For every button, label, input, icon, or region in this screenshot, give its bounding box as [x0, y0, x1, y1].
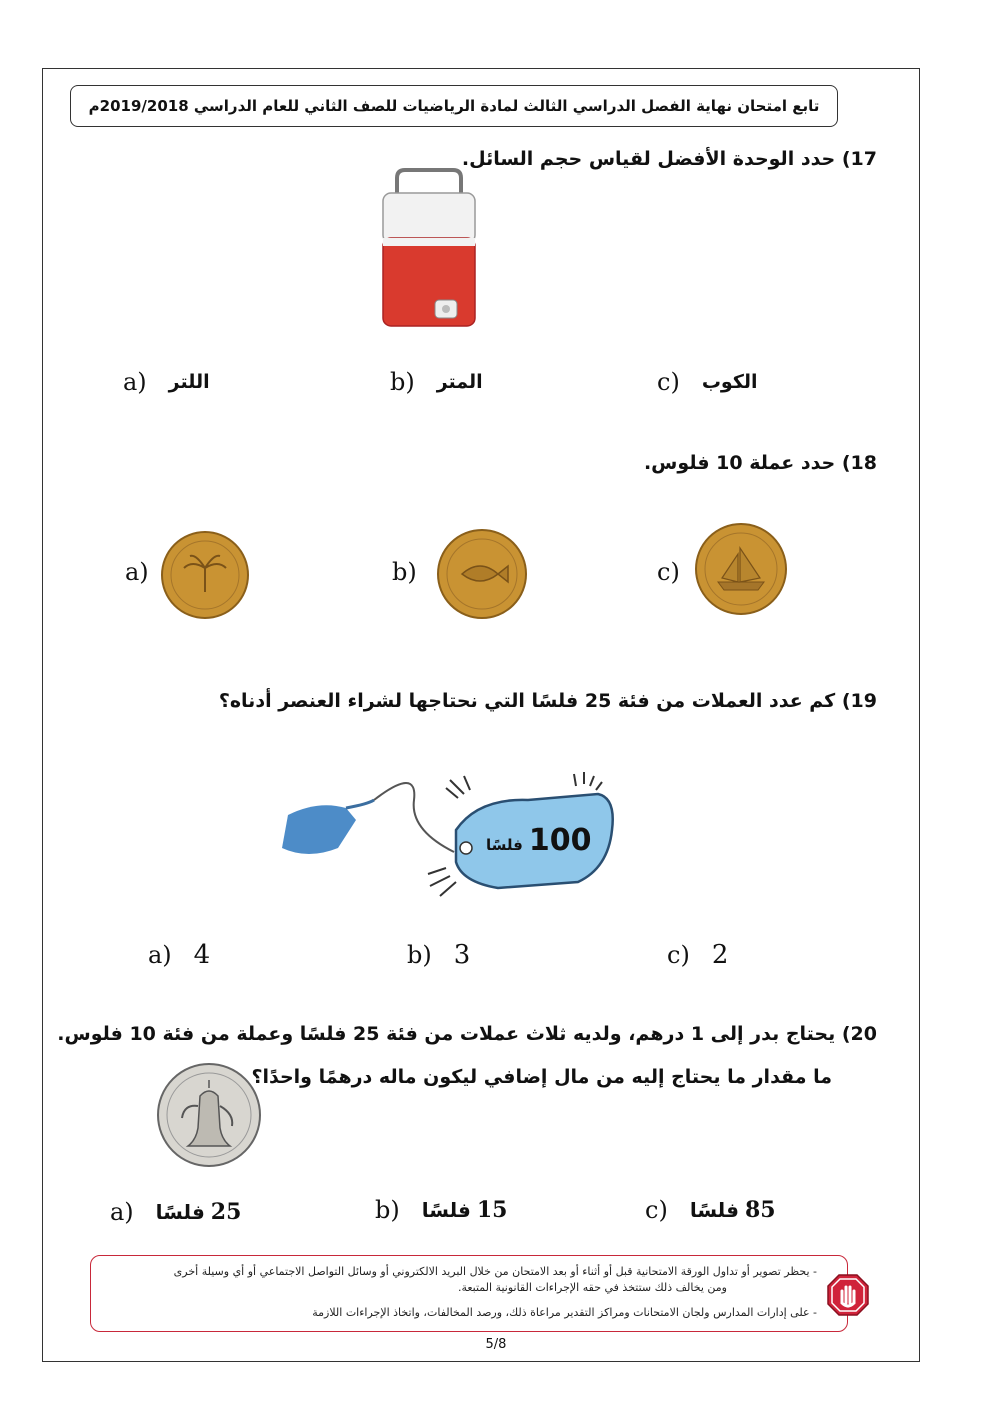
- question-19-text: 19) كم عدد العملات من فئة 25 فلسًا التي نحتاجها لشراء العنصر أدناه؟: [218, 690, 877, 712]
- question-20-text: 20) يحتاج بدر إلى 1 درهم، ولديه ثلاث عملات من فئة 25 فلسًا وعملة من فئة 10 فلوس.: [57, 1023, 877, 1045]
- q19-option-a[interactable]: a) 4: [148, 940, 211, 970]
- coin-fish-image: [436, 528, 528, 620]
- notice-line-2: ومن يخالف ذلك ستتخذ في حقه الإجراءات القانونية المتبعة.: [457, 1281, 727, 1294]
- q20-option-b[interactable]: b) 15 فلسًا: [375, 1196, 508, 1224]
- q17-option-c[interactable]: c) الكوب: [657, 368, 758, 396]
- notice-line-1: - يحظر تصوير أو تداول الورقة الامتحانية قبل أو أثناء أو بعد الامتحان من خلال البريد الالكتروني أو وسائل التواصل الاجتماعي أو أي وسيلة أخرى: [173, 1265, 817, 1278]
- notice-line-3: - على إدارات المدارس ولجان الامتحانات ومراكز التقدير مراعاة ذلك، ورصد المخالفات، واتخاذ الإجراءات اللازمة: [312, 1306, 817, 1319]
- q19-option-c[interactable]: c) 2: [667, 940, 729, 970]
- q20-option-a[interactable]: a) 25 فلسًا: [110, 1198, 242, 1226]
- warning-notice: [90, 1255, 848, 1332]
- dirham-coin-image: [156, 1062, 262, 1168]
- q17-option-b[interactable]: b) المتر: [390, 368, 483, 396]
- q18-option-b[interactable]: b): [392, 558, 417, 586]
- q17-option-a[interactable]: a) اللتر: [123, 368, 210, 396]
- q18-option-c[interactable]: c): [657, 558, 680, 586]
- exam-header: تابع امتحان نهاية الفصل الدراسي الثالث لمادة الرياضيات للصف الثاني للعام الدراسي 2019/2018م: [70, 85, 838, 127]
- price-tag-label: فلسًا 100: [486, 823, 592, 858]
- coin-dhow-image: [694, 522, 788, 616]
- question-17-text: 17) حدد الوحدة الأفضل لقياس حجم السائل.: [461, 148, 877, 170]
- stop-hand-icon: [826, 1273, 870, 1317]
- q19-option-b[interactable]: b) 3: [407, 940, 471, 970]
- page-number: 5/8: [485, 1337, 507, 1352]
- coin-palm-image: [160, 530, 250, 620]
- question-20-subtext: ما مقدار ما يحتاج إليه من مال إضافي ليكون ماله درهمًا واحدًا؟: [251, 1066, 832, 1088]
- q20-option-c[interactable]: c) 85 فلسًا: [645, 1196, 776, 1224]
- water-cooler-image: [375, 168, 480, 330]
- question-18-text: 18) حدد عملة 10 فلوس.: [643, 452, 877, 474]
- q18-option-a[interactable]: a): [125, 558, 149, 586]
